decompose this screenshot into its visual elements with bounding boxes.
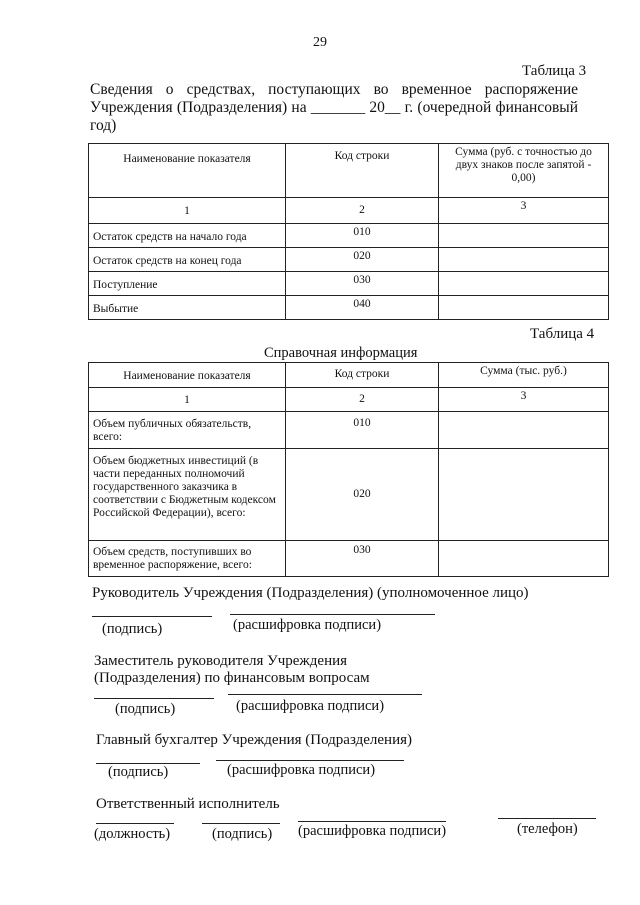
table4-num-1: 1 bbox=[89, 388, 286, 412]
head-signature-line bbox=[92, 616, 212, 617]
executor-position-line bbox=[96, 823, 174, 824]
table-row bbox=[89, 272, 609, 296]
accountant-title: Главный бухгалтер Учреждения (Подразделения) bbox=[96, 732, 413, 748]
table3-row4-name: Выбытие bbox=[89, 296, 286, 320]
table4-row3-sum bbox=[439, 541, 609, 577]
table-row bbox=[89, 248, 609, 272]
executor-phone-line bbox=[498, 818, 596, 819]
table4-header-row bbox=[89, 363, 609, 388]
table3-row2-code: 020 bbox=[286, 248, 439, 272]
executor-signature-caption: (подпись) bbox=[212, 826, 273, 842]
table3-num-3: 3 bbox=[439, 198, 609, 224]
page-number: 29 bbox=[313, 35, 327, 50]
head-title: Руководитель Учреждения (Подразделения) (уполномоченное лицо) bbox=[92, 585, 529, 601]
table4-row3-name: Объем средств, поступивших во временное распоряжение, всего: bbox=[89, 541, 286, 577]
table3-row3-sum bbox=[439, 272, 609, 296]
executor-position-caption: (должность) bbox=[94, 826, 171, 842]
deputy-decoding-caption: (расшифровка подписи) bbox=[236, 698, 385, 714]
table3-row1-code: 010 bbox=[286, 224, 439, 248]
table4-row2-name: Объем бюджетных инвестиций (в части переданных полномочий государственного заказчика в соответствии с Бюджетным кодексом Российской Федерации), всего: bbox=[89, 449, 286, 541]
accountant-decoding-caption: (расшифровка подписи) bbox=[227, 762, 376, 778]
table4-title: Справочная информация bbox=[264, 345, 418, 361]
table3-num-1: 1 bbox=[89, 198, 286, 224]
deputy-signature-caption: (подпись) bbox=[115, 701, 176, 717]
table3-row3-code: 030 bbox=[286, 272, 439, 296]
table-row bbox=[89, 224, 609, 248]
table3-intro-line3: год) bbox=[90, 117, 117, 134]
deputy-title-line1: Заместитель руководителя Учреждения bbox=[94, 653, 348, 669]
table-row bbox=[89, 412, 609, 449]
executor-title: Ответственный исполнитель bbox=[96, 796, 280, 812]
table3-num-2: 2 bbox=[286, 198, 439, 224]
accountant-decoding-line bbox=[216, 760, 404, 761]
table4-row1-name: Объем публичных обязательств, всего: bbox=[89, 412, 286, 449]
table3-intro bbox=[90, 81, 578, 135]
table3-row2-name: Остаток средств на конец года bbox=[89, 248, 286, 272]
table4-number-row bbox=[89, 388, 609, 412]
accountant-signature-caption: (подпись) bbox=[108, 764, 169, 780]
table3-row4-code: 040 bbox=[286, 296, 439, 320]
table3-row3-name: Поступление bbox=[89, 272, 286, 296]
table3-header-sum: Сумма (руб. с точностью до двух знаков после запятой - 0,00) bbox=[439, 144, 609, 198]
table3-number-row bbox=[89, 198, 609, 224]
table-row bbox=[89, 296, 609, 320]
table3-row1-sum bbox=[439, 224, 609, 248]
table4-num-3: 3 bbox=[439, 388, 609, 412]
table4-header-sum: Сумма (тыс. руб.) bbox=[439, 363, 609, 388]
table3 bbox=[88, 143, 609, 320]
table3-intro-line1: Сведения о средствах, поступающих во временное распоряжение bbox=[90, 81, 578, 98]
table4-row3-code: 030 bbox=[286, 541, 439, 577]
table4-row1-sum bbox=[439, 412, 609, 449]
table3-header-name: Наименование показателя bbox=[89, 144, 286, 198]
table3-header-code: Код строки bbox=[286, 144, 439, 198]
table3-label: Таблица 3 bbox=[522, 63, 587, 79]
table3-header-row bbox=[89, 144, 609, 198]
table4-header-code: Код строки bbox=[286, 363, 439, 388]
head-signature-caption: (подпись) bbox=[102, 621, 163, 637]
table4-label: Таблица 4 bbox=[530, 326, 595, 342]
table4 bbox=[88, 362, 609, 577]
executor-phone-caption: (телефон) bbox=[517, 821, 578, 837]
executor-decoding-caption: (расшифровка подписи) bbox=[298, 823, 447, 839]
table-row bbox=[89, 449, 609, 541]
table3-row1-name: Остаток средств на начало года bbox=[89, 224, 286, 248]
table3-intro-line2: Учреждения (Подразделения) на _______ 20__ г. (очередной финансовый bbox=[90, 99, 578, 116]
table3-row4-sum bbox=[439, 296, 609, 320]
table3-row2-sum bbox=[439, 248, 609, 272]
table4-row2-sum bbox=[439, 449, 609, 541]
table-row bbox=[89, 541, 609, 577]
deputy-decoding-line bbox=[228, 694, 422, 695]
executor-decoding-line bbox=[298, 821, 446, 822]
table4-row2-code: 020 bbox=[286, 449, 439, 541]
executor-signature-line bbox=[202, 823, 280, 824]
table4-num-2: 2 bbox=[286, 388, 439, 412]
deputy-signature-line bbox=[94, 698, 214, 699]
table4-row1-code: 010 bbox=[286, 412, 439, 449]
head-decoding-caption: (расшифровка подписи) bbox=[233, 617, 382, 633]
table4-header-name: Наименование показателя bbox=[89, 363, 286, 388]
deputy-title-line2: (Подразделения) по финансовым вопросам bbox=[94, 670, 370, 686]
head-decoding-line bbox=[230, 614, 435, 615]
